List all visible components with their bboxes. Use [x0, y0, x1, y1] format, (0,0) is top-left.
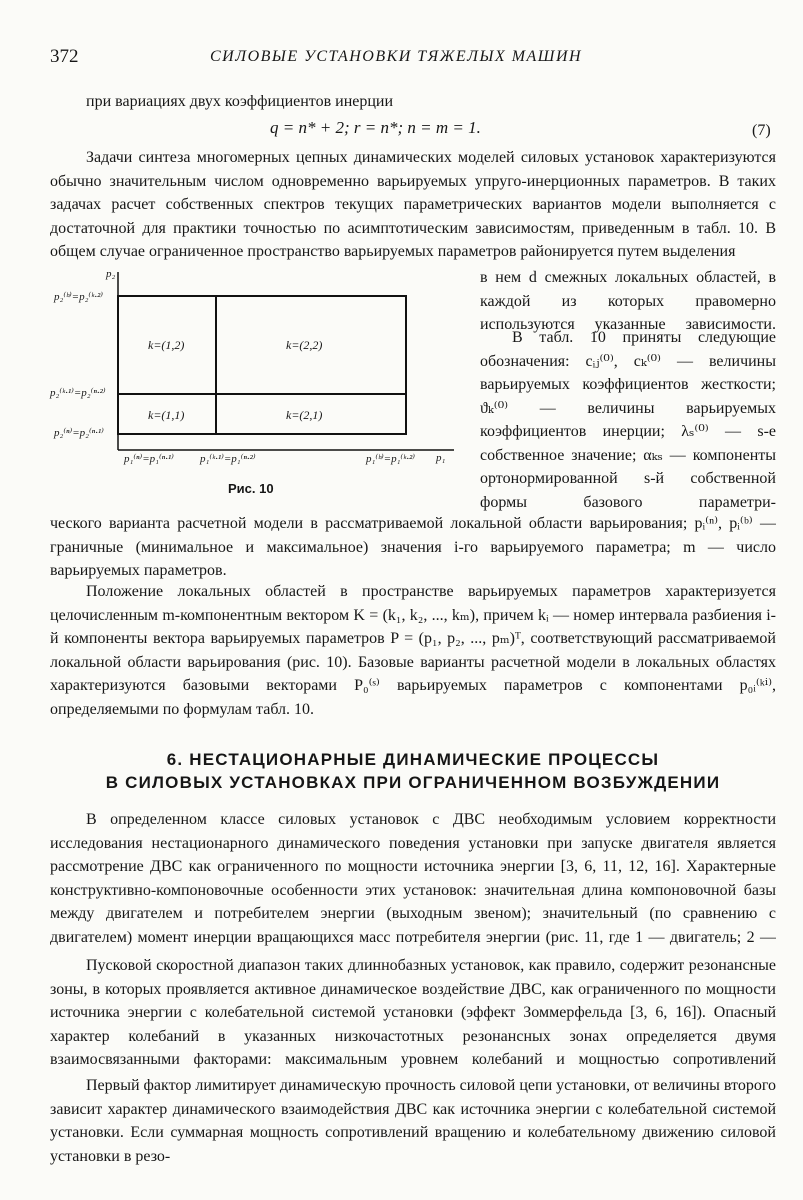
- y-boundary-top: p₂⁽ᵇ⁾=p₂⁽ᵏ·²⁾: [54, 291, 103, 303]
- paragraph-notation-cont: ческого варианта расчетной модели в рассматриваемой локальной области варьирования; pᵢ⁽ⁿ⁾, pᵢ⁽ᵇ⁾ — граничные (минимальное и максимальное) значения i-го варьируемого параметра; m — число варьируемых параметров.: [50, 515, 776, 580]
- paragraph-resonance: Пусковой скоростной диапазон таких длиннобазных установок, как правило, содержит резонансные зоны, в которых проявляется активное динамическое воздействие ДВС, как ограниченного по мощности источника энергии с колебательной системой установки (эффект Зоммерфельда [3, 6, 16]). Опасный характер колебаний в указанных низкочастотных резонансных зонах определяется двумя взаимосвязанными факторами: максимальным уровнем колебаний и мощностью сопротивлений: [50, 957, 776, 1069]
- paragraph-local-regions: Положение локальных областей в пространстве варьируемых параметров характеризуется целочисленным m-компонентным вектором K = (k₁, k₂, ..., kₘ), причем kᵢ — номер интервала разбиения i-й компоненты вектора варьируемых параметров P = (p₁, p₂, ..., pₘ)ᵀ, соответствующий рассматриваемой локальной области варьирования (рис. 10). Базовые варианты расчетной модели в локальных областях характеризуются базовыми векторами P₀⁽ˢ⁾ варьируемых параметров с компонентами p₀ᵢ⁽ᵏⁱ⁾, определяемыми по формулам табл. 10.: [50, 583, 776, 718]
- x-boundary-2: p₁⁽ᵏ·¹⁾=p₁⁽ⁿ·²⁾: [200, 453, 256, 465]
- section-heading: [50, 748, 776, 794]
- cell-k12: k=(1,2): [148, 338, 185, 352]
- page-header: [50, 46, 770, 72]
- paragraph-first-factor: Первый фактор лимитирует динамическую прочность силовой цепи установки, от величины второго зависит характер динамического взаимодействия ДВС как источника энергии с колебательной системой установки. Если суммарная мощность сопротивлений вращению и колебательному движению силовой установки в резо-: [50, 1077, 776, 1165]
- side-notation-text: В табл. 10 приняты следующие обозначения: cᵢⱼ⁽⁰⁾, cₖ⁽⁰⁾ — величины варьируемых коэффициентов жесткости; ϑₖ⁽⁰⁾ — величины варьируемых коэффициентов инерции; λₛ⁽⁰⁾ — s-е собственное значение; αₖₛ — компоненты ортонормированной s-й собственной формы базового параметри-: [480, 329, 776, 511]
- cell-k11: k=(1,1): [148, 408, 185, 422]
- page-number: 372: [50, 46, 79, 67]
- figure-10-diagram: [50, 268, 470, 500]
- figure-caption: Рис. 10: [228, 481, 274, 496]
- side-regions-text: в нем d смежных локальных областей, в каждой из которых правомерно используются указанные зависимости.: [480, 269, 776, 333]
- x-axis-label: p₁: [436, 452, 446, 464]
- figure-10: [50, 268, 470, 500]
- cell-k21: k=(2,1): [286, 408, 323, 422]
- paragraph-synthesis: Задачи синтеза многомерных цепных динамических моделей силовых установок характеризуются обычно значительным числом одновременно варьируемых упруго-инерционных параметров. В таких задачах расчет собственных спектров текущих параметрических вариантов модели выполняется с достаточной для практики точностью по асимптотическим зависимостям, приведенным в табл. 10. В общем случае ограниченное пространство варьируемых параметров районируется путем выделения: [50, 149, 776, 261]
- section-heading-line-1: 6. НЕСТАЦИОНАРНЫЕ ДИНАМИЧЕСКИЕ ПРОЦЕССЫ: [166, 750, 660, 769]
- y-axis-label: p₂: [106, 268, 116, 280]
- running-title: СИЛОВЫЕ УСТАНОВКИ ТЯЖЕЛЫХ МАШИН: [210, 48, 583, 65]
- section-heading-line-2: В СИЛОВЫХ УСТАНОВКАХ ПРИ ОГРАНИЧЕННОМ ВОЗБУЖДЕНИИ: [105, 773, 721, 792]
- equation-7: q = n* + 2; r = n*; n = m = 1.: [270, 118, 481, 137]
- x-boundary-3: p₁⁽ᵇ⁾=p₁⁽ᵏ·²⁾: [366, 453, 415, 465]
- equation-number: (7): [752, 122, 771, 139]
- x-boundary-1: p₁⁽ⁿ⁾=p₁⁽ⁿ·¹⁾: [124, 453, 174, 465]
- y-boundary-mid: p₂⁽ᵏ·¹⁾=p₂⁽ⁿ·²⁾: [50, 387, 106, 399]
- side-column-notation: [480, 326, 776, 514]
- paragraph-ice-class: В определенном классе силовых установок с ДВС необходимым условием корректности исследования нестационарного динамического поведения установки при запуске двигателя является рассмотрение ДВС как ограниченного по мощности источника энергии [3, 6, 11, 12, 16]. Характерные конструктивно-компоновочные особенности этих установок: значительная длина компоновочной базы между двигателем и потребителем энергии (выходным звеном); значительный (по сравнению с двигателем) момент инерции вращающихся масс потребителя энергии (рис. 11, где 1 — двигатель; 2 —: [50, 811, 776, 946]
- y-boundary-low: p₂⁽ⁿ⁾=p₂⁽ⁿ·¹⁾: [54, 427, 104, 439]
- intro-line: при вариациях двух коэффициентов инерции: [86, 93, 394, 110]
- cell-k22: k=(2,2): [286, 338, 323, 352]
